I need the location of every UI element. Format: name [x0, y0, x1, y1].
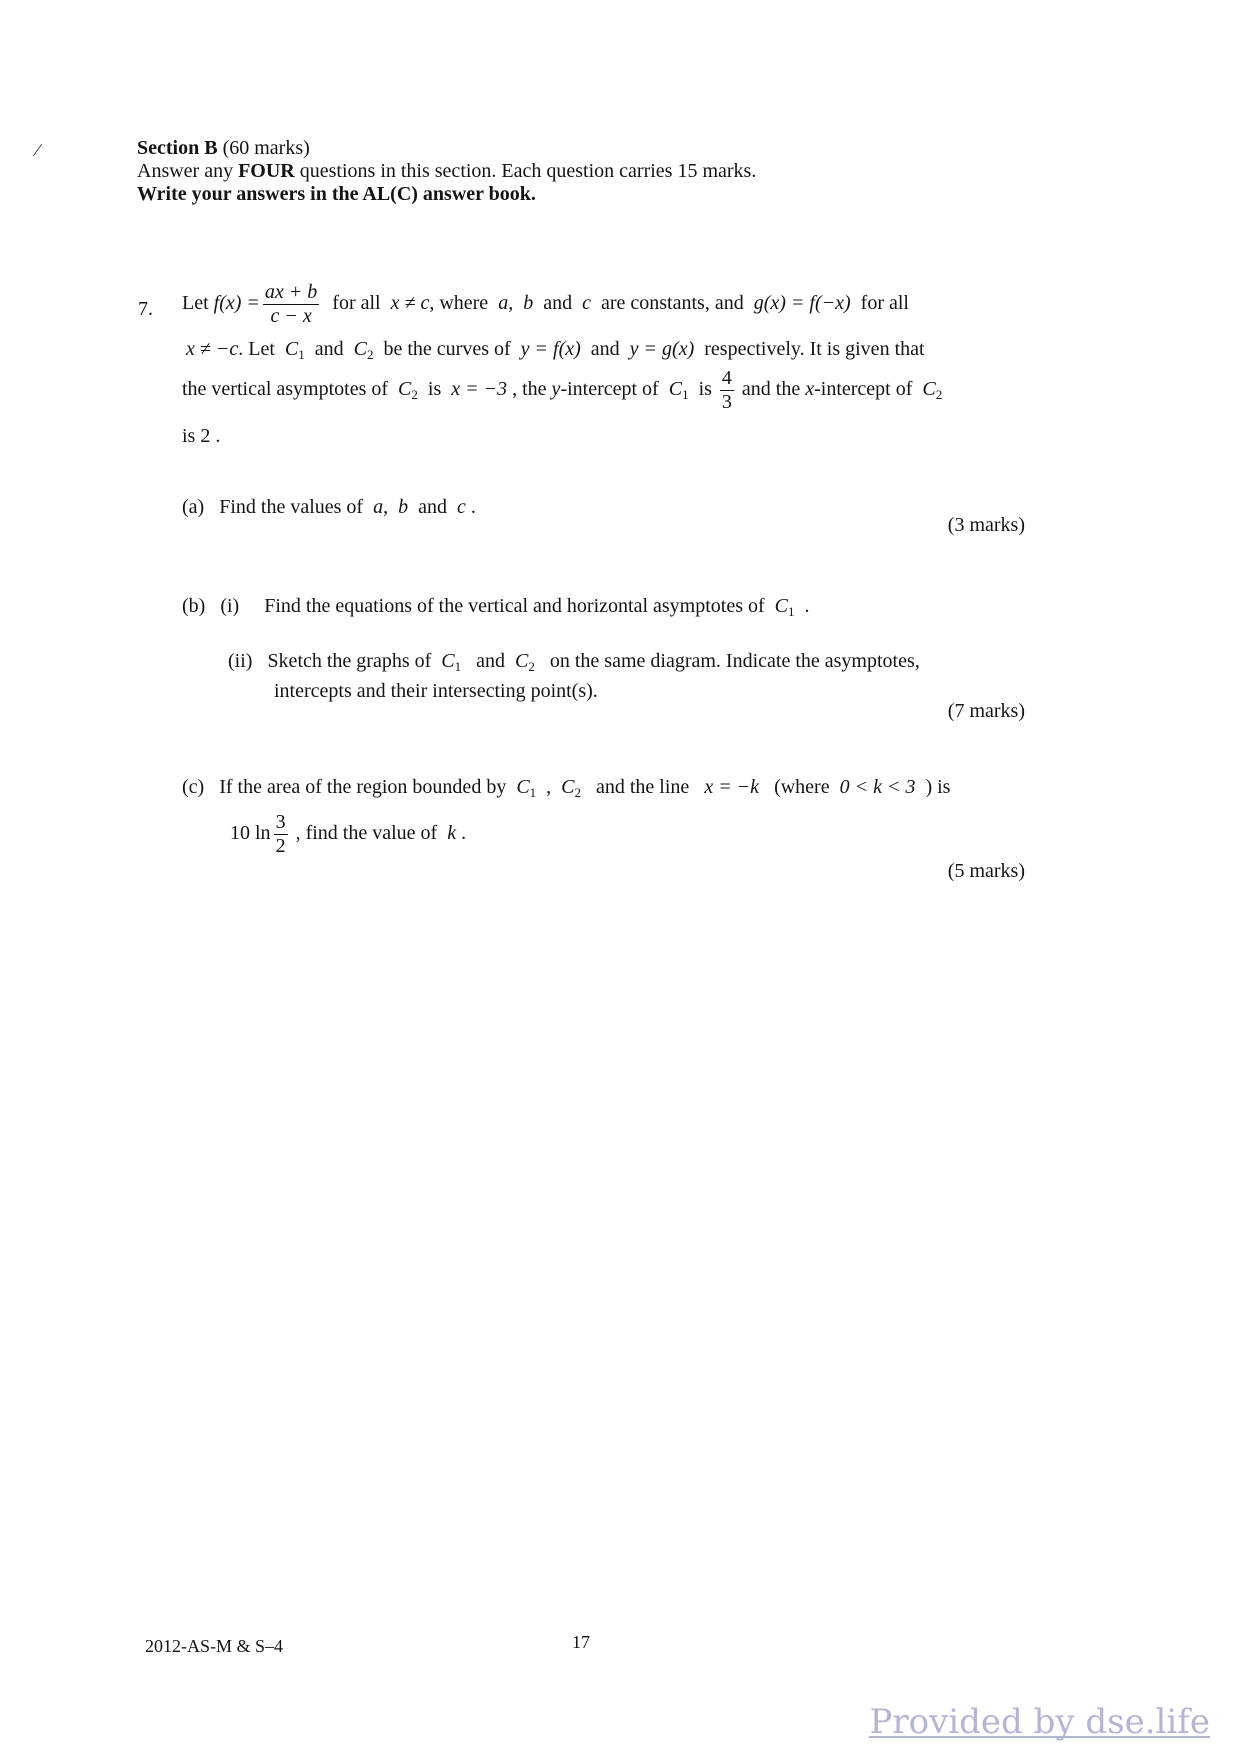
text: (where	[774, 776, 830, 798]
math: b	[523, 292, 534, 315]
text: -intercept of	[560, 378, 659, 401]
math: x	[805, 378, 815, 401]
text: be the curves of	[383, 338, 511, 360]
part-a-marks: (3 marks)	[947, 514, 1025, 536]
numerator: 3	[275, 811, 286, 833]
math: a	[498, 292, 509, 315]
text: and	[314, 338, 344, 360]
subscript: 2	[574, 785, 581, 800]
part-b-ii	[228, 650, 920, 675]
text: and the line	[596, 776, 690, 798]
q7-line-1	[182, 282, 909, 327]
text: ,	[508, 292, 514, 315]
math: b	[398, 496, 409, 518]
text: ) is	[925, 776, 951, 798]
text: Sketch the graphs of	[267, 650, 432, 672]
math: c	[456, 496, 466, 518]
subscript: 1	[454, 659, 462, 674]
instr-text: Answer any	[137, 160, 234, 182]
part-b-marks: (7 marks)	[947, 700, 1025, 722]
text: the vertical asymptotes of	[182, 378, 389, 401]
denominator: 2	[275, 835, 286, 857]
text: If the area of the region bounded by	[219, 776, 507, 798]
subscript: 2	[528, 659, 535, 674]
text: on the same diagram. Indicate the asymptotes,	[549, 650, 920, 672]
subscript: 2	[935, 387, 943, 403]
text: and	[543, 292, 573, 315]
question-number: 7.	[138, 298, 153, 320]
text: and	[590, 338, 620, 360]
text: and	[418, 496, 447, 518]
math: y	[551, 378, 561, 401]
math: C	[398, 378, 412, 401]
subscript: 2	[366, 347, 374, 362]
section-answer-book-note: Write your answers in the AL(C) answer book.	[137, 183, 536, 205]
text: , where	[429, 292, 489, 315]
subscript: 1	[788, 604, 795, 619]
math: C	[353, 338, 367, 360]
text: is	[427, 378, 442, 401]
text: Find the equations of the vertical and horizontal asymptotes of	[264, 595, 765, 617]
fraction	[263, 282, 319, 327]
text: for all	[332, 292, 381, 315]
q7-line-3	[182, 368, 942, 413]
part-label: (b)	[182, 595, 206, 617]
part-label: (c)	[182, 776, 205, 798]
text: Let	[182, 292, 209, 315]
subpart-label: (ii)	[228, 650, 253, 672]
text: are constants, and	[600, 292, 744, 315]
text: -intercept of	[814, 378, 913, 401]
numerator: 4	[721, 367, 732, 389]
fraction	[720, 368, 734, 413]
part-b-i	[182, 595, 810, 620]
math: c	[582, 292, 591, 315]
math: x ≠ c	[390, 292, 430, 315]
part-label: (a)	[182, 496, 205, 518]
denominator: 3	[721, 391, 732, 413]
footer-page-number: 17	[572, 1632, 590, 1652]
math: f(x) =	[213, 292, 260, 315]
text: is	[698, 378, 712, 401]
stray-mark: ∕	[36, 140, 40, 160]
math: C	[515, 650, 529, 672]
instr-text-2: questions in this section. Each question carries 15 marks.	[299, 160, 757, 182]
math: y = f(x)	[520, 338, 581, 360]
text: . Let	[238, 338, 275, 360]
math: C	[441, 650, 455, 672]
part-c-line-2	[230, 812, 466, 857]
instr-four: FOUR	[238, 160, 295, 182]
text: ,	[546, 776, 552, 798]
text: .	[470, 496, 476, 518]
text: respectively. It is given that	[704, 338, 925, 360]
footer-paper-code: 2012-AS-M & S–4	[145, 1636, 284, 1656]
math: C	[668, 378, 683, 401]
math: x = −3	[451, 378, 508, 401]
subscript: 1	[529, 785, 537, 800]
q7-line-4: is 2 .	[182, 425, 221, 447]
text: ,	[383, 496, 389, 518]
subpart-label: (i)	[220, 595, 240, 617]
math: C	[561, 776, 575, 798]
q7-line-2	[186, 338, 925, 363]
f-definition	[213, 281, 323, 327]
text: for all	[860, 292, 909, 315]
section-heading	[137, 137, 310, 160]
math: C	[774, 595, 788, 617]
watermark: Provided by dse.life	[869, 1702, 1210, 1742]
fraction	[274, 812, 288, 857]
section-marks: (60 marks)	[222, 137, 310, 159]
math: g(x) = f(−x)	[753, 292, 851, 315]
math: x = −k	[704, 776, 760, 798]
text: , find the value of	[295, 822, 438, 845]
denominator: c − x	[270, 305, 312, 327]
part-c-marks: (5 marks)	[947, 860, 1025, 882]
text: .	[804, 595, 810, 617]
subscript: 1	[682, 387, 689, 403]
text: , the	[512, 378, 547, 401]
math: 0 < k < 3	[839, 776, 916, 798]
text: and the	[741, 378, 801, 401]
subscript: 1	[298, 347, 305, 362]
math: k	[447, 822, 457, 845]
text: Find the values of	[219, 496, 364, 518]
numerator: ax + b	[264, 281, 318, 303]
math: 10 ln	[230, 822, 271, 845]
subscript: 2	[411, 387, 418, 403]
math: x ≠ −c	[186, 338, 239, 360]
part-a	[182, 496, 476, 519]
text: and	[476, 650, 506, 672]
math: C	[516, 776, 530, 798]
math: y = g(x)	[629, 338, 695, 360]
math: C	[922, 378, 936, 401]
part-b-ii-line-2: intercepts and their intersecting point(s).	[274, 680, 598, 702]
part-c	[182, 776, 950, 801]
text: .	[461, 822, 467, 845]
section-instructions	[137, 160, 756, 183]
section-title: Section B	[137, 137, 218, 159]
math: a	[373, 496, 384, 518]
math: C	[284, 338, 299, 360]
